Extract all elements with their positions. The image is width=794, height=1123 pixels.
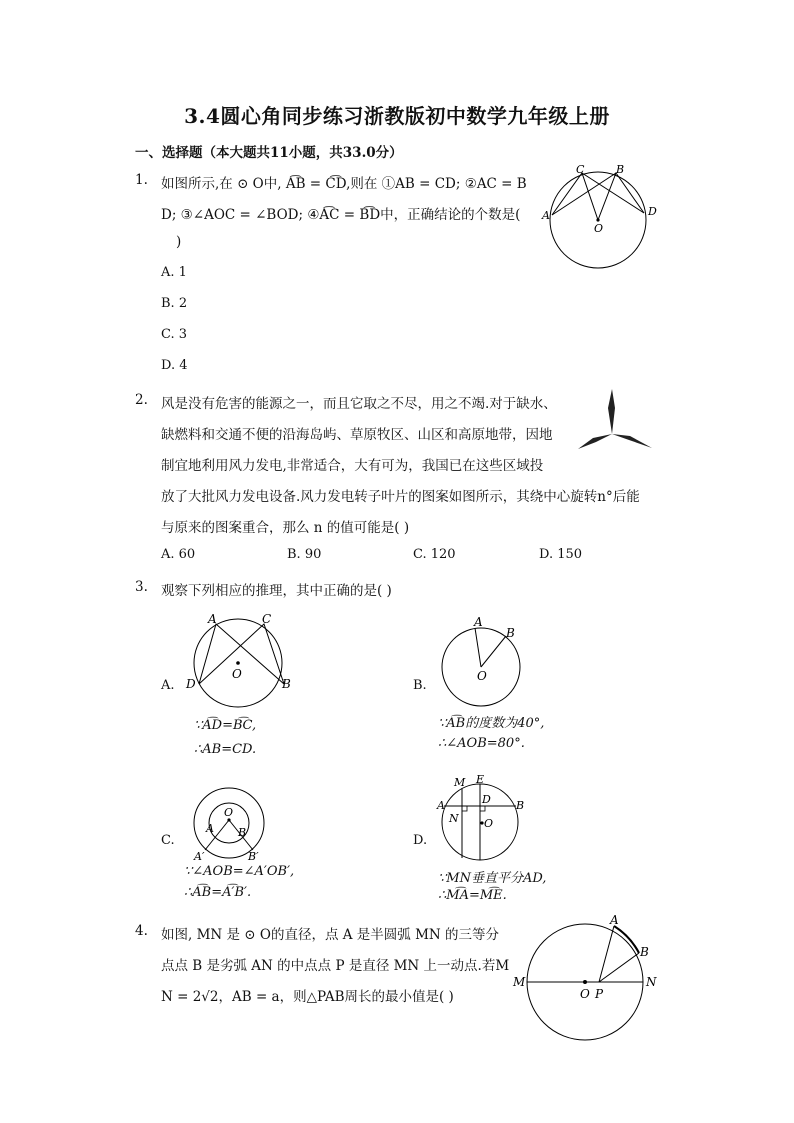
q3-c-figure [186,784,276,862]
q3-d-figure [432,772,532,864]
q1-option-c: C. 3 [161,327,188,342]
q3-b-label-b: B [506,626,515,640]
q2-rotor-figure [572,386,658,454]
q2-line-4: 放了大批风力发电设备.风力发电转子叶片的图案如图所示，其绕中心旋转n°后能 [161,489,640,505]
q1-label-c: C [576,163,585,176]
q1-option-d: D. 4 [161,358,188,373]
q3-b-figure [432,614,532,710]
q2-line-3: 制宜地利用风力发电,非常适合，大有可为，我国已在这些区域投 [161,458,544,474]
q2-option-b: B. 90 [287,547,322,562]
q3-b-caption-2: ∴∠AOB=80°. [438,736,525,751]
q3-c-label-b: B [238,826,247,839]
q3-c-label-a-prime: A′ [194,850,205,862]
q4-label-m: M [513,975,526,989]
q3-c-label-o: O [224,806,234,819]
q4-line-2: 点点 B 是劣弧 AN 的中点点 P 是直径 MN 上一动点.若M [161,958,510,974]
q3-d-label-o: O [484,817,494,830]
q3-b-letter: B. [413,678,427,693]
q2-line-2: 缺燃料和交通不便的沿海岛屿、草原牧区、山区和高原地带，因地 [161,427,553,443]
q3-stem: 观察下列相应的推理，其中正确的是( ) [161,583,392,599]
q1-option-a: A. 1 [161,265,187,280]
q3-a-caption-2: ∴AB=CD. [194,742,257,757]
q1-label-a: A [542,209,550,222]
q3-a-label-c: C [262,612,272,626]
q3-d-caption-2: ∴M͡A=M͡E. [438,888,507,903]
q3-d-label-a: A [437,799,445,812]
q3-a-caption-1: ∵A͡D=B͡C, [194,718,257,733]
q4-label-p: P [595,987,604,1001]
q3-c-caption-2: ∴A͡B=A͡′B′. [184,885,252,900]
q4-figure [510,910,660,1050]
q3-a-label-a: A [208,612,217,626]
q4-label-a: A [610,913,619,927]
q3-d-caption-1: ∵MN垂直平分AD, [438,871,547,886]
q2-option-d: D. 150 [539,547,583,562]
q4-label-b: B [640,945,649,959]
q1-label-b: B [616,163,625,176]
q3-d-label-d: D [482,793,491,806]
q3-number: 3. [135,579,148,595]
q1-figure [538,160,668,272]
q3-c-caption-1: ∵∠AOB=∠A′OB′, [184,864,295,879]
q2-option-a: A. 60 [161,547,196,562]
q3-a-label-b: B [282,677,291,691]
q3-d-letter: D. [413,833,428,848]
q1-label-o: O [594,222,604,235]
q4-label-o: O [580,987,590,1001]
q4-line-1: 如图, MN 是 ⊙ O的直径，点 A 是半圆弧 MN 的三等分 [161,927,500,943]
q2-option-c: C. 120 [413,547,456,562]
q1-line-2: D; ③∠AOC = ∠BOD; ④A͡C = B͡D中，正确结论的个数是( [161,207,521,223]
q3-d-label-m: M [454,776,466,789]
page-title: 3.4圆心角同步练习浙教版初中数学九年级上册 [184,104,610,128]
q4-line-3: N = 2√2，AB = a，则△PAB周长的最小值是( ) [161,989,454,1005]
q3-a-figure [180,608,296,712]
q3-d-label-e: E [476,773,485,786]
q2-number: 2. [135,392,148,408]
q3-b-label-o: O [477,669,487,683]
q3-d-label-n: N [449,812,459,825]
q1-label-d: D [648,205,657,218]
q3-b-caption-1: ∵A͡B的度数为40°, [438,716,545,731]
q3-a-label-o: O [232,667,242,681]
q3-c-label-b-prime: B′ [248,850,259,862]
q1-line-3: ) [176,234,182,250]
q3-b-label-a: A [474,615,483,629]
q3-c-label-a: A [206,822,214,835]
q2-line-5: 与原来的图案重合，那么 n 的值可能是( ) [161,520,410,536]
q1-option-b: B. 2 [161,296,188,311]
q4-number: 4. [135,923,148,939]
q2-line-1: 风是没有危害的能源之一，而且它取之不尽，用之不竭.对于缺水、 [161,396,557,412]
q3-c-letter: C. [161,833,175,848]
q4-label-n: N [646,975,657,989]
q3-d-label-b: B [516,799,525,812]
q3-a-label-d: D [186,677,196,691]
q1-number: 1. [135,172,148,188]
q1-line-1: 如图所示,在 ⊙ O中, A͡B = C͡D,则在 ①AB = CD; ②AC = B [161,176,527,192]
section-heading: 一、选择题（本大题共11小题，共33.0分） [135,145,403,161]
q3-a-letter: A. [161,678,175,693]
